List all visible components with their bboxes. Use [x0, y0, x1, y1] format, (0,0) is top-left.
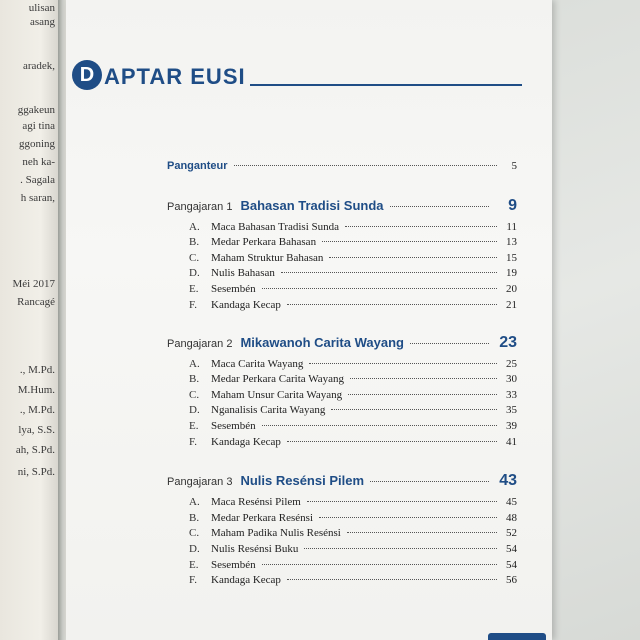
toc-page-number: 54 — [506, 543, 517, 555]
prev-page-text: ggakeun — [17, 104, 55, 116]
toc-page-number: 56 — [506, 574, 517, 586]
previous-page — [0, 0, 58, 640]
toc-page — [66, 0, 552, 640]
lesson-title: Nulis Resénsi Pilem — [240, 473, 365, 488]
toc-sub-entry[interactable] — [189, 267, 517, 279]
leader-dots — [281, 272, 497, 273]
sub-entry-title: Sesembén — [211, 559, 256, 571]
sub-entry-letter: B. — [189, 236, 200, 248]
sub-entry-letter: F. — [189, 436, 197, 448]
leader-dots — [262, 288, 497, 289]
sub-entry-title: Medar Perkara Carita Wayang — [211, 373, 344, 385]
prev-page-text: ggoning — [18, 138, 55, 150]
toc-page-number: 45 — [506, 496, 517, 508]
sub-entry-letter: C. — [189, 527, 200, 539]
sub-entry-letter: E. — [189, 559, 199, 571]
toc-sub-entry[interactable] — [189, 389, 517, 401]
lesson-page-number: 9 — [508, 197, 517, 214]
leader-dots — [287, 304, 497, 305]
toc-page-number: 33 — [506, 389, 517, 401]
leader-dots — [329, 257, 497, 258]
toc-page-number: 52 — [506, 527, 517, 539]
toc-sub-entry[interactable] — [189, 496, 517, 508]
toc-page-number: 39 — [506, 420, 517, 432]
toc-page-number: 11 — [506, 221, 517, 233]
sub-entry-letter: E. — [189, 420, 199, 432]
sub-entry-title: Sesembén — [211, 283, 256, 295]
sub-entry-title: Medar Perkara Resénsi — [211, 512, 314, 524]
prev-page-text: ., M.Pd. — [19, 404, 55, 416]
toc-page-number: 30 — [506, 373, 517, 385]
leader-dots — [304, 548, 497, 549]
title-initial-badge: D — [72, 60, 102, 90]
prev-page-text: lya, S.S. — [18, 424, 55, 436]
prev-page-text: ah, S.Pd. — [15, 444, 55, 456]
leader-dots — [234, 165, 497, 166]
toc-page-number: 15 — [506, 252, 517, 264]
prev-page-text: neh ka- — [22, 156, 55, 168]
leader-dots — [390, 206, 490, 207]
prev-page-text: aradek, — [22, 60, 55, 72]
sub-entry-letter: D. — [189, 404, 200, 416]
prev-page-text: Méi 2017 — [12, 278, 55, 290]
sub-entry-letter: F. — [189, 299, 197, 311]
lesson-prefix: Pangajaran 1 — [167, 201, 233, 213]
background-surface — [552, 0, 640, 640]
prev-page-text: M.Hum. — [17, 384, 55, 396]
sub-entry-title: Maham Unsur Carita Wayang — [211, 389, 343, 401]
toc-sub-entry[interactable] — [189, 543, 517, 555]
sub-entry-title: Maca Carita Wayang — [211, 358, 304, 370]
lesson-page-number: 23 — [499, 334, 517, 351]
lesson-page-number: 43 — [499, 472, 517, 489]
sub-entry-letter: C. — [189, 389, 200, 401]
sub-entry-letter: F. — [189, 574, 197, 586]
toc-page-number: 13 — [506, 236, 517, 248]
sub-entry-title: Kandaga Kecap — [211, 574, 281, 586]
sub-entry-letter: A. — [189, 358, 200, 370]
title-underline — [250, 84, 522, 86]
prev-page-text: ., M.Pd. — [19, 364, 55, 376]
toc-sub-entry[interactable] — [189, 420, 517, 432]
sub-entry-title: Kandaga Kecap — [211, 299, 281, 311]
sub-entry-letter: C. — [189, 252, 200, 264]
page-title — [72, 56, 522, 90]
leader-dots — [307, 501, 497, 502]
sub-entry-title: Kandaga Kecap — [211, 436, 281, 448]
sub-entry-title: Medar Perkara Bahasan — [211, 236, 317, 248]
prev-page-text: ulisan — [28, 2, 55, 14]
sub-entry-title: Maham Struktur Bahasan — [211, 252, 324, 264]
sub-entry-title: Maca Bahasan Tradisi Sunda — [211, 221, 340, 233]
toc-sub-entry[interactable] — [189, 236, 517, 248]
sub-entry-letter: B. — [189, 512, 200, 524]
toc-page-number: 25 — [506, 358, 517, 370]
toc-sub-entry[interactable] — [189, 299, 517, 311]
toc-sub-entry[interactable] — [189, 221, 517, 233]
leader-dots — [410, 343, 489, 344]
toc-sub-entry[interactable] — [189, 283, 517, 295]
prev-page-text: Rancagé — [17, 296, 55, 308]
lesson-title: Mikawanoh Carita Wayang — [240, 335, 404, 350]
toc-sub-entry[interactable] — [189, 358, 517, 370]
leader-dots — [319, 517, 497, 518]
sub-entry-letter: D. — [189, 267, 200, 279]
toc-page-number: 41 — [506, 436, 517, 448]
sub-entry-letter: E. — [189, 283, 199, 295]
toc-page-number: 5 — [511, 160, 517, 172]
prev-page-text: agi tina — [22, 120, 55, 132]
prev-page-text: ni, S.Pd. — [17, 466, 55, 478]
sub-entry-title: Maca Resénsi Pilem — [211, 496, 301, 508]
leader-dots — [262, 425, 497, 426]
lesson-title: Bahasan Tradisi Sunda — [240, 198, 384, 213]
leader-dots — [347, 532, 497, 533]
toc-page-number: 20 — [506, 283, 517, 295]
toc-sub-entry[interactable] — [189, 527, 517, 539]
toc-sub-entry[interactable] — [189, 373, 517, 385]
toc-page-number: 48 — [506, 512, 517, 524]
toc-entry-panganteur[interactable] — [167, 160, 517, 172]
sub-entry-title: Nulis Bahasan — [211, 267, 275, 279]
toc-sub-entry[interactable] — [189, 436, 517, 448]
leader-dots — [348, 394, 497, 395]
toc-page-number: 54 — [506, 559, 517, 571]
leader-dots — [287, 441, 497, 442]
title-text: APTAR EUSI — [104, 64, 246, 89]
sub-entry-letter: D. — [189, 543, 200, 555]
leader-dots — [262, 564, 497, 565]
toc-sub-entry[interactable] — [189, 252, 517, 264]
leader-dots — [309, 363, 497, 364]
lesson-heading[interactable] — [167, 472, 517, 490]
leader-dots — [331, 409, 497, 410]
sub-entry-title: Nganalisis Carita Wayang — [211, 404, 326, 416]
sub-entry-letter: A. — [189, 221, 200, 233]
sub-entry-letter: A. — [189, 496, 200, 508]
toc-page-number: 35 — [506, 404, 517, 416]
toc-sub-entry[interactable] — [189, 574, 517, 586]
toc-entry-label: Panganteur — [167, 160, 228, 172]
lesson-prefix: Pangajaran 2 — [167, 338, 233, 350]
toc-page-number: 19 — [506, 267, 517, 279]
sub-entry-title: Maham Padika Nulis Resénsi — [211, 527, 341, 539]
lesson-heading[interactable] — [167, 197, 517, 215]
lesson-prefix: Pangajaran 3 — [167, 476, 233, 488]
leader-dots — [350, 378, 497, 379]
toc-page-number: 21 — [506, 299, 517, 311]
leader-dots — [322, 241, 497, 242]
prev-page-text: . Sagala — [20, 174, 55, 186]
lesson-heading[interactable] — [167, 334, 517, 352]
leader-dots — [345, 226, 497, 227]
page-corner-tab — [488, 633, 546, 640]
prev-page-text: h saran, — [20, 192, 55, 204]
leader-dots — [287, 579, 497, 580]
leader-dots — [370, 481, 489, 482]
toc-sub-entry[interactable] — [189, 404, 517, 416]
sub-entry-title: Nulis Resénsi Buku — [211, 543, 299, 555]
sub-entry-letter: B. — [189, 373, 200, 385]
toc-sub-entry[interactable] — [189, 559, 517, 571]
toc-sub-entry[interactable] — [189, 512, 517, 524]
prev-page-text: asang — [29, 16, 55, 28]
sub-entry-title: Sesembén — [211, 420, 256, 432]
